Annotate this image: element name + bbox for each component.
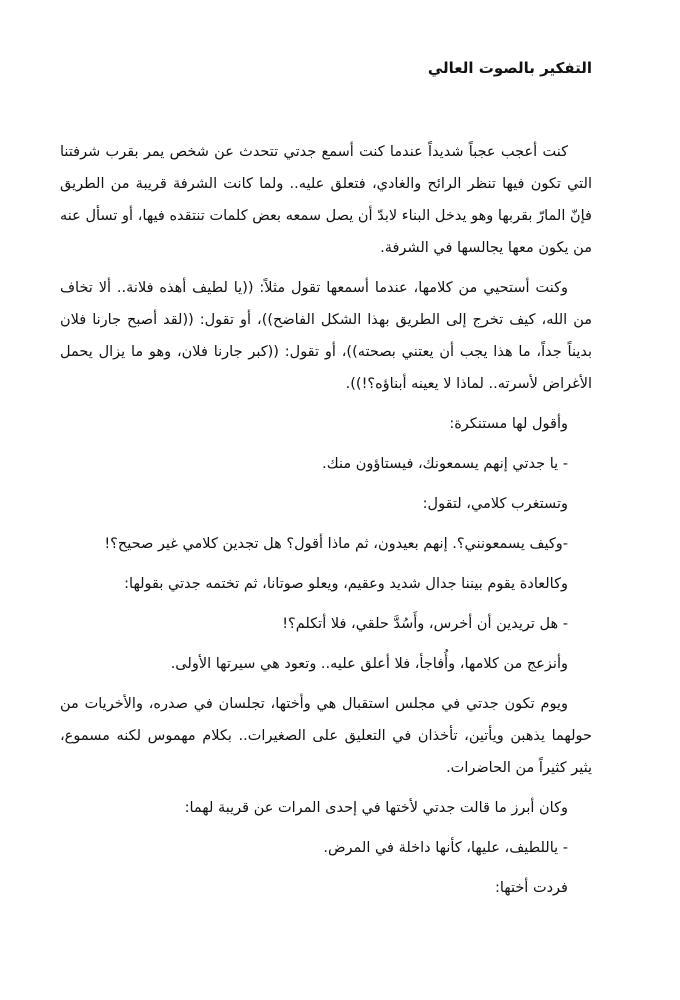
document-body <box>60 136 592 904</box>
paragraph: وأنزعج من كلامها، وأُفاجأ، فلا أعلق عليه.. وتعود هي سيرتها الأولى. <box>170 656 568 672</box>
page-title: التفكير بالصوت العالي <box>427 59 592 77</box>
paragraph: - ياللطيف، عليها، كأنها داخلة في المرض. <box>323 840 568 856</box>
paragraph: فردت أختها: <box>494 880 568 896</box>
paragraph: ويوم تكون جدتي في مجلس استقبال هي وأختها، تجلسان في صدره، والأخريات من حولهما يذهبن ويأتين، تأخذان في التعليق على الصغيرات.. بكلام مهموس لكنه مسموع، يثير كثيراً من الحاضرات. <box>60 696 592 776</box>
paragraph: وأقول لها مستنكرة: <box>449 416 568 432</box>
paragraph: - يا جدتي إنهم يسمعونك، فيستاؤون منك. <box>322 456 568 472</box>
paragraph: وتستغرب كلامي، لتقول: <box>422 496 568 512</box>
paragraph: - هل تريدين أن أخرس، وأَسُدَّ حلقي، فلا أتكلم؟! <box>282 616 568 632</box>
paragraph: -وكيف يسمعونني؟. إنهم بعيدون، ثم ماذا أقول؟ هل تجدين كلامي غير صحيح؟! <box>104 536 568 552</box>
paragraph: وكالعادة يقوم بيننا جدال شديد وعقيم، ويعلو صوتانا، ثم تختمه جدتي بقولها: <box>124 576 568 592</box>
paragraph: وكان أبرز ما قالت جدتي لأختها في إحدى المرات عن قريبة لهما: <box>184 800 568 816</box>
paragraph: كنت أعجب عجباً شديداً عندما كنت أسمع جدتي تتحدث عن شخص يمر بقرب شرفتنا التي تكون فيها تنظر الرائح والغادي، فتعلق عليه.. ولما كانت الشرفة قريبة من الطريق فإنّ المارّ بقربها وهو يدخل البناء لابدّ أن يصل سمعه بعض كلمات تنتقده فيها، أو تسأل عنه من يكون معها يجالسها في الشرفة. <box>60 144 592 256</box>
paragraph: وكنت أستحيي من كلامها، عندما أسمعها تقول مثلاً: ((يا لطيف أهذه فلانة.. ألا تخاف من الله، كيف تخرج إلى الطريق بهذا الشكل الفاضح))، أو تقول: ((لقد أصبح جارنا فلان بديناً جداً، ما هذا يجب أن يعتني بصحته))، أو تقول: ((كبر جارنا فلان، وهو ما يزال يحمل الأغراض لأسرته.. لماذا لا يعينه أبناؤه؟!)). <box>60 280 592 392</box>
